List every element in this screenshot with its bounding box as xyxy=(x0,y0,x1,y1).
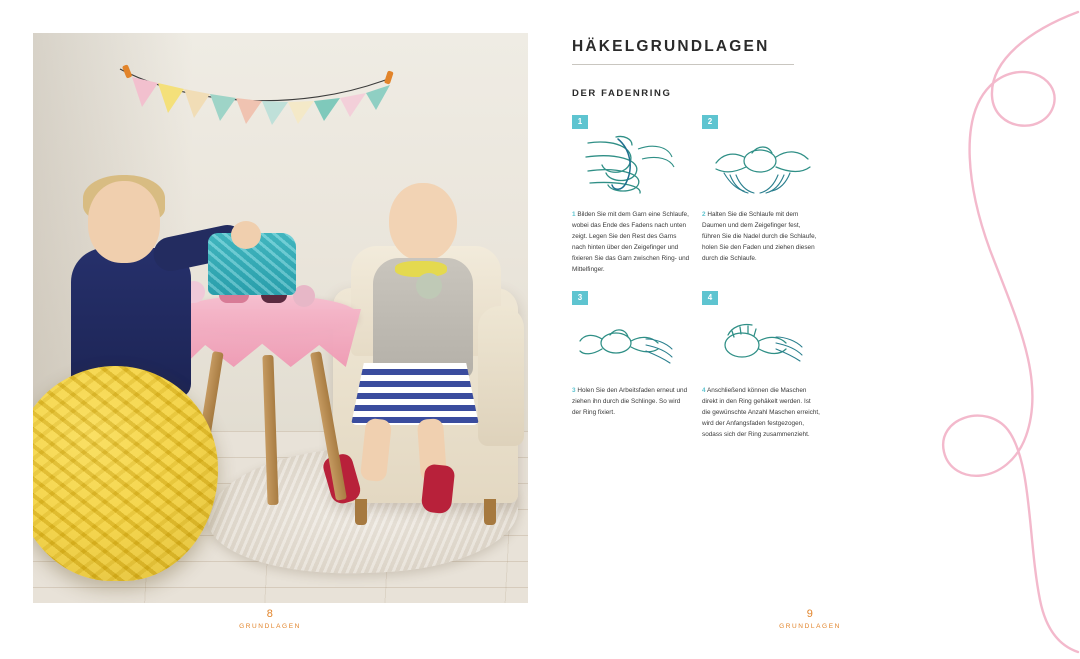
bunting-garland xyxy=(118,61,458,141)
steps-grid xyxy=(572,115,820,440)
section-title: DER FADENRING xyxy=(572,88,672,99)
step-4 xyxy=(702,291,820,440)
boy-head xyxy=(88,181,160,263)
page-number: 8 xyxy=(266,608,274,620)
step-lead: 3 xyxy=(572,387,576,395)
step-lead: 2 xyxy=(702,211,706,218)
step-badge: 3 xyxy=(572,291,588,305)
photo-frame xyxy=(33,33,528,603)
fadenring-schritt-1-icon xyxy=(572,133,690,205)
step-body: Holen Sie den Arbeitsfaden erneut und ziehen ihn durch die Schlinge. So wird der Ring fixiert. xyxy=(572,387,688,417)
left-page xyxy=(0,0,540,654)
decorative-yarn-thread xyxy=(840,0,1080,654)
fadenring-schritt-3-icon xyxy=(572,309,690,381)
step-text xyxy=(702,209,820,264)
title-divider xyxy=(572,64,794,65)
step-badge: 1 xyxy=(572,115,588,129)
armchair-leg xyxy=(355,499,367,525)
folio-label: GRUNDLAGEN xyxy=(239,623,301,630)
folio-label: GRUNDLAGEN xyxy=(779,623,841,630)
step-text xyxy=(572,385,690,418)
armchair-leg xyxy=(484,499,496,525)
crochet-ball xyxy=(293,285,315,307)
step-badge: 2 xyxy=(702,115,718,129)
left-folio xyxy=(0,608,540,630)
boy-hand xyxy=(231,221,261,249)
step-body: Anschließend können die Maschen direkt in den Ring gehäkelt werden. Ist die gewünschte Anzahl Maschen erreicht, wird der Anfangsfaden festgezogen, sodass sich der Ring zusammenzieht. xyxy=(702,387,820,439)
step-badge: 4 xyxy=(702,291,718,305)
girl-skirt xyxy=(351,363,479,425)
step-3 xyxy=(572,291,690,440)
right-folio xyxy=(540,608,1080,630)
photo-scene xyxy=(33,33,528,603)
girl-sock xyxy=(421,464,456,515)
step-lead: 4 xyxy=(702,387,706,395)
girl-toy-ball xyxy=(416,273,442,299)
girl-head xyxy=(389,183,457,261)
step-body: Halten Sie die Schlaufe mit dem Daumen und dem Zeigefinger fest, führen Sie die Nadel durch die Schlaufe, holen Sie den Faden und ziehen diesen durch die Schlaufe. xyxy=(702,211,817,263)
step-text xyxy=(702,385,820,440)
step-text xyxy=(572,209,690,275)
step-2 xyxy=(702,115,820,275)
step-1 xyxy=(572,115,690,275)
chapter-title: HÄKELGRUNDLAGEN xyxy=(572,38,770,55)
armchair-armrest xyxy=(478,306,524,446)
step-lead: 1 xyxy=(572,211,576,218)
fadenring-schritt-2-icon xyxy=(702,133,820,205)
step-body: Bilden Sie mit dem Garn eine Schlaufe, wobei das Ende des Fadens nach unten zeigt. Legen Sie den Rest des Garns nach hinten über den Zeigefinger und fixieren Sie das Garn zwischen Ring- und Mittelfinger. xyxy=(572,211,690,274)
fadenring-schritt-4-icon xyxy=(702,309,820,381)
right-page xyxy=(540,0,1080,654)
page-number: 9 xyxy=(806,608,814,620)
